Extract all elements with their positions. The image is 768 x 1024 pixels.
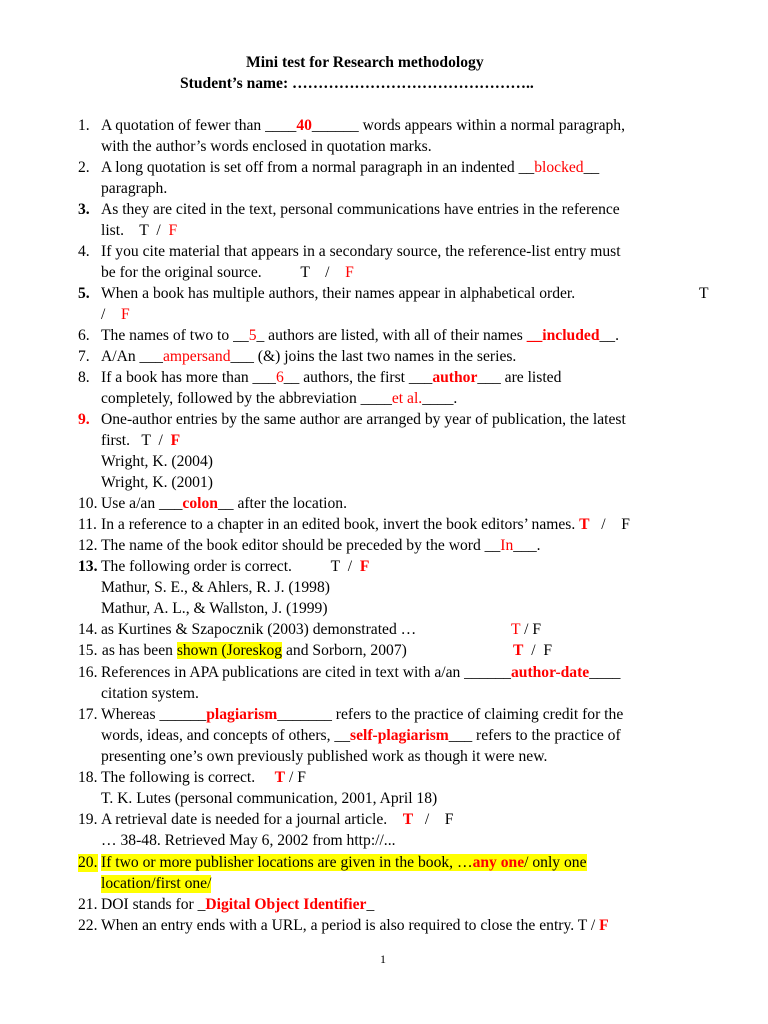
answer: T [579,516,590,533]
highlighted-text: shown (Joreskog [176,642,283,659]
question-2-line-1: A long quotation is set off from a normal paragraph in an indented __blocked__ [101,159,600,176]
question-number: 5. [78,285,90,302]
page-number: 1 [380,952,386,966]
question-1-line-2: with the author’s words enclosed in quotation marks. [101,138,432,155]
question-15-line-1: as has been shown (Joreskog and Sorborn, 2007) [98,642,407,659]
answer: author [432,369,478,386]
example-line: … 38-48. Retrieved May 6, 2002 from http://... [101,832,396,849]
question-number: 6. [78,327,90,344]
question-17-line-2: words, ideas, and concepts of others, __self-plagiarism___ refers to the practice of [101,727,621,744]
answer: T [402,811,414,828]
answer: T [513,642,524,659]
question-6-line-1: The names of two to __5_ authors are listed, with all of their names __included__. [101,327,619,344]
question-10-line-1: Use a/an ___colon__ after the location. [101,495,347,512]
question-number: 9. [78,411,90,428]
question-18-line-1: The following is correct. T / F [101,769,306,786]
question-19-line-1: A retrieval date is needed for a journal article. T / F [101,811,454,828]
answer: F [170,432,181,449]
answer: ampersand [162,348,231,365]
question-16-line-2: citation system. [101,685,199,702]
answer: plagiarism [206,706,278,723]
answer: 40 [296,117,312,134]
question-5-line-2: / F [101,306,130,323]
question-17-line-1: Whereas ______plagiarism_______ refers to the practice of claiming credit for the [101,706,624,723]
question-number: 14. [78,621,98,638]
question-4-line-1: If you cite material that appears in a secondary source, the reference-list entry must [101,243,621,260]
question-16-line-1: References in APA publications are cited in text with a/an ______author-date____ [101,664,621,681]
question-8-line-2: completely, followed by the abbreviation ____et al.____. [101,390,458,407]
question-3-line-2: list. T / F [101,222,178,239]
question-number: 18. [78,769,98,786]
question-21-line-1: DOI stands for _Digital Object Identifier_ [101,896,375,913]
true-false-options: T / F [511,621,542,638]
question-number: 13. [78,558,98,575]
question-8-line-1: If a book has more than ___6__ authors, the first ___author___ are listed [101,369,562,386]
question-1-line-1: A quotation of fewer than ____40______ words appears within a normal paragraph, [101,117,625,134]
question-number: 12. [78,537,98,554]
question-9-line-1: One-author entries by the same author are arranged by year of publication, the latest [101,411,626,428]
question-13-line-1: The following order is correct. T / F [101,558,370,575]
student-name-line: Student’s name: ……………………………………….. [180,75,534,92]
question-number: 15. [78,642,98,659]
answer: F [168,222,178,239]
highlighted-text: publisher locations are given in the book, … [195,854,473,871]
example-line: Wright, K. (2001) [101,474,213,491]
question-number: 3. [78,201,90,218]
true-option: T [699,285,709,302]
question-11-line-1: In a reference to a chapter in an edited book, invert the book editors’ names. T / F [101,516,630,533]
answer: 5 [248,327,257,344]
question-number: 11. [78,516,97,533]
question-9-line-2: first. T / F [101,432,181,449]
question-number: 16. [78,664,98,681]
question-5-line-1: When a book has multiple authors, their names appear in alphabetical order. [101,285,576,302]
question-12-line-1: The name of the book editor should be preceded by the word __In___. [101,537,541,554]
question-number: 10. [78,495,98,512]
question-number: 21. [78,896,98,913]
question-number: 4. [78,243,90,260]
question-3-line-1: As they are cited in the text, personal communications have entries in the reference [101,201,620,218]
example-line: Mathur, A. L., & Wallston, J. (1999) [101,600,328,617]
example-line: Mathur, S. E., & Ahlers, R. J. (1998) [101,579,330,596]
example-line: T. K. Lutes (personal communication, 2001, April 18) [101,790,438,807]
question-number: 1. [78,117,90,134]
question-4-line-2: be for the original source. T / F [101,264,354,281]
question-number: 17. [78,706,98,723]
answer: T [511,621,521,638]
answer: blocked [534,159,584,176]
answer: T [274,769,286,786]
answer: In [500,537,514,554]
question-7-line-1: A/An ___ampersand___ (&) joins the last two names in the series. [101,348,517,365]
question-14-line-1: as Kurtines & Szapocznik (2003) demonstrated … [101,621,417,638]
answer: F [599,917,609,934]
question-number: 2. [78,159,90,176]
true-false-options: T / F [513,642,553,659]
example-line: Wright, K. (2004) [101,453,213,470]
answer: any one [472,854,525,871]
answer: F [345,264,354,281]
question-20-line-2: location/first one/ [101,875,212,892]
answer: Digital Object Identifier [205,896,367,913]
question-number: 7. [78,348,90,365]
answer: author-date [510,664,590,681]
question-17-line-3: presenting one’s own previously published work as though it were new. [101,748,548,765]
page-title: Mini test for Research methodology [246,54,484,71]
answer: F [120,306,130,323]
answer: 6 [275,369,284,386]
answer: __included [526,327,600,344]
question-number: 19. [78,811,98,828]
answer: colon [182,495,218,512]
question-2-line-2: paragraph. [101,180,168,197]
question-22-line-1: When an entry ends with a URL, a period is also required to close the entry. T / F [101,917,609,934]
answer: et al. [391,390,423,407]
answer: F [359,558,370,575]
question-number: 8. [78,369,90,386]
question-number: 20. [78,854,98,871]
question-20-line-1: If two or more publisher locations are given in the book, …any one/ only one [101,854,587,871]
question-number: 22. [78,917,98,934]
answer: self-plagiarism [350,727,449,744]
